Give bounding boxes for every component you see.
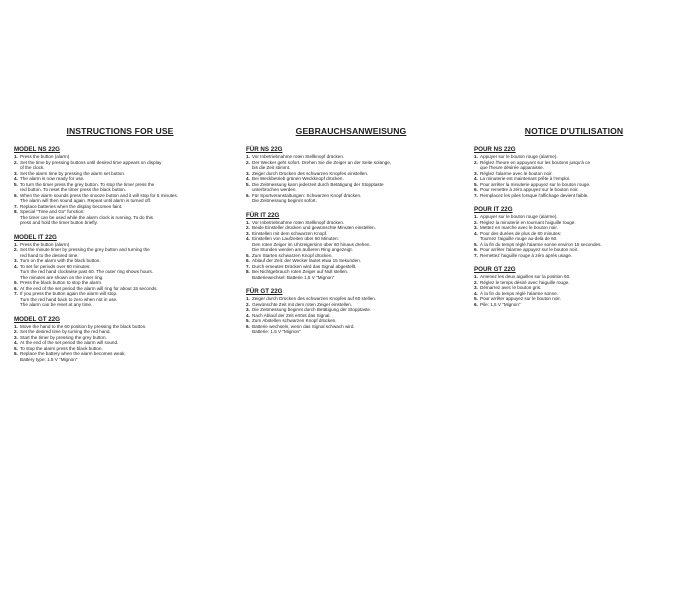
instruction-text: unterbrochen werden.	[252, 187, 297, 192]
instruction-text: Pour des durées de plus de 60 minutes:	[480, 230, 562, 236]
model-heading: MODEL GT 22G	[14, 315, 60, 323]
model-heading: MODEL IT 22G	[14, 233, 57, 241]
instruction-text: Die Stunden werden am äußeren Ring angezeigt.	[252, 247, 353, 252]
instruction-text: At the end of the set period the alarm will ring for about 15 seconds.	[20, 285, 158, 291]
step-number: 7.	[474, 192, 478, 198]
step-number: 8.	[14, 209, 18, 214]
step-number: 1.	[246, 154, 250, 159]
instruction-line	[14, 357, 226, 363]
step-number: 3.	[474, 285, 478, 290]
step-number: 6.	[246, 323, 250, 329]
instruction-text: Set the minute timer by pressing the grey button and turning the	[20, 247, 150, 252]
step-number: 6.	[14, 351, 18, 356]
step-number: 3.	[474, 170, 478, 176]
instruction-text: Set the desired time by turning the red hand.	[20, 329, 111, 334]
instruction-text: Ablauf der Zeit: der Wecker läutet etwa 15 Sekunden.	[252, 258, 361, 263]
step-number: 4.	[246, 176, 250, 181]
instruction-text: Der Wecker geht sofort. Drehen Sie die Zeiger an der Seite solange,	[252, 159, 392, 165]
step-number: 5.	[246, 252, 250, 258]
section-gap	[474, 258, 674, 266]
section-gap	[246, 280, 456, 288]
instruction-text: Replace batteries when the display becomes faint.	[20, 203, 123, 209]
instruction-text: Pour arrêter la minuterie appuyez sur le bouton rouge.	[480, 181, 591, 187]
instruction-text: Réglez le temps désiré avec l'aiguille rouge.	[480, 279, 570, 285]
step-number: 8.	[246, 269, 250, 274]
instruction-text: Batterie wechseln, wenn das Signal schwach wird.	[252, 323, 355, 329]
instruction-line	[246, 198, 456, 204]
step-number: 5.	[14, 280, 18, 285]
instruction-text: Vor Inbetriebnahme roten Stellknopf drücken.	[252, 154, 345, 159]
section-gap	[14, 226, 226, 234]
step-number: 4.	[474, 290, 478, 296]
instruction-text: Die Zeitmessung kann jederzeit durch Betätigung der Stopptaste	[252, 181, 384, 187]
instruction-text: Pile: 1,5 V "Mignon"	[480, 301, 521, 307]
step-number: 6.	[14, 192, 18, 198]
instruction-text: Bei Weckbetrieb grünen Weckknopf drücken.	[252, 176, 344, 181]
step-number: 3.	[14, 170, 18, 176]
step-number: 5.	[14, 181, 18, 187]
instruction-text: Press the button (alarm)	[20, 241, 70, 247]
step-number: 1.	[246, 296, 250, 301]
step-number: 4.	[474, 230, 478, 236]
step-number: 5.	[14, 345, 18, 351]
english-heading: INSTRUCTIONS FOR USE	[66, 126, 174, 136]
instruction-text: À la fin du temps réglé l'alarme sonne.	[480, 290, 558, 296]
step-number: 3.	[474, 225, 478, 230]
step-number: 7.	[246, 263, 250, 269]
instruction-line	[474, 253, 674, 259]
instruction-text: Press the black button to stop the alarm.	[20, 280, 103, 285]
step-number: 2.	[246, 301, 250, 307]
step-number: 1.	[14, 323, 18, 329]
step-number: 4.	[14, 176, 18, 181]
step-number: 5.	[474, 296, 478, 301]
instruction-text: At the end of the set period the alarm will sound.	[20, 340, 119, 345]
instruction-text: Die Zeitmessung beginnt sofort.	[252, 198, 317, 203]
step-number: 3.	[14, 258, 18, 263]
instruction-text: Pour arrêter l'alarme appuyez sur le bouton noir.	[480, 247, 579, 252]
french-column	[474, 126, 674, 307]
instruction-text: Einstellen von Laufzeiten über 60 Minuten:	[252, 236, 339, 241]
model-heading: FÜR GT 22G	[246, 288, 283, 295]
step-number: 2.	[14, 247, 18, 252]
instruction-text: When the alarm sounds press the snooze button and it will stop for 5 minutes.	[20, 192, 179, 198]
instruction-text: Set the alarm time by pressing the alarm set button.	[20, 170, 126, 176]
instruction-text: Remplacez les piles lorsque l'affichage devient faible.	[480, 192, 589, 198]
step-number: 4.	[474, 176, 478, 181]
step-number: 1.	[474, 154, 478, 159]
instruction-text: Remettez l'aiguille rouge à zéro après usage.	[480, 252, 573, 258]
instruction-text: Replace the battery when the alarm becomes weak.	[20, 351, 126, 356]
instruction-text: Zeiger durch Drücken des schwarzen Knopfes auf 60 stellen.	[252, 296, 377, 301]
instruction-text: Réglez l'heure en appuyant sur les boutons jusqu'à ce	[480, 159, 591, 165]
step-number: 1.	[474, 214, 478, 219]
step-number: 5.	[246, 181, 250, 187]
instruction-line	[14, 220, 226, 226]
step-number: 4.	[14, 263, 18, 269]
model-heading: MODEL NS 22G	[14, 146, 60, 153]
instruction-text: Die Zeitmessung beginnt durch Betätigung der Stopptaste.	[252, 307, 372, 312]
step-number: 2.	[246, 159, 250, 165]
instruction-text: press and hold the timer button briefly.	[20, 220, 98, 225]
instruction-text: Einstellen mit dem schwarzen Knopf.	[252, 230, 328, 236]
section-gap	[246, 204, 456, 212]
instruction-text: Tournez l'aiguille rouge au-delà de 60.	[480, 236, 558, 241]
instruction-text: Gewünschte Zeit mit dem roten Zeiger einstellen.	[252, 301, 353, 307]
instruction-text: Réglez la minuterie en tournant l'aiguille rouge.	[480, 219, 576, 225]
step-number: 2.	[14, 329, 18, 334]
instruction-text: Zum Abstellen schwarzen Knopf drücken.	[252, 318, 337, 323]
instruction-line	[474, 302, 674, 308]
instruction-text: Démarrez avec le bouton gris.	[480, 285, 542, 290]
instruction-text: Durch erneutes Drücken wird das Signal abgestellt.	[252, 263, 357, 269]
step-number: 5.	[474, 181, 478, 187]
instruction-text: Mettez en marche avec le bouton noir.	[480, 225, 558, 230]
step-number: 2.	[246, 225, 250, 230]
instruction-text: Special "Time and Go" function:	[20, 209, 85, 214]
instruction-text: La minuterie est maintenant prête à l'emploi.	[480, 176, 571, 181]
model-heading: POUR IT 22G	[474, 206, 513, 213]
step-number: 3.	[246, 307, 250, 312]
french-heading: NOTICE D'UTILISATION	[524, 126, 624, 136]
instruction-text: The alarm can be reset at any time.	[20, 302, 93, 307]
instruction-text: À la fin du temps réglé l'alarme sonne environ 15 secondes.	[480, 241, 602, 247]
english-column	[14, 126, 226, 362]
instruction-text: que l'heure désirée apparaisse.	[480, 165, 544, 170]
section-gap	[14, 308, 226, 316]
german-sections	[246, 146, 456, 335]
instruction-text: Set the time by pressing buttons until desired time appears on display	[20, 159, 162, 165]
instruction-line	[246, 275, 456, 281]
instruction-text: The alarm will then sound again. Repeat until alarm is turned off.	[20, 198, 152, 203]
instruction-text: Pour remettre à zéro appuyez sur le bouton noir.	[480, 187, 579, 192]
step-number: 6.	[14, 285, 18, 291]
step-number: 1.	[14, 154, 18, 159]
instruction-text: Move the hand to the 60 position by pressing the black button.	[20, 323, 147, 329]
instruction-text: Turn the red hand back to zero when not in use.	[20, 296, 118, 302]
instruction-text: red hand to the desired time.	[20, 252, 79, 258]
instruction-text: Press the button (alarm)	[20, 154, 70, 159]
english-sections	[14, 146, 226, 362]
step-number: 1.	[474, 274, 478, 279]
instruction-text: Batteriewechsel: Batterie 1,5 V "Mignon"	[252, 274, 335, 280]
instruction-text: Battery type: 1.5 V "Mignon"	[20, 356, 78, 362]
instruction-text: To turn the timer press the grey button. To stop the timer press the	[20, 181, 155, 187]
instruction-text: of the clock.	[20, 165, 45, 170]
german-heading: GEBRAUCHSANWEISUNG	[295, 126, 407, 136]
step-number: 6.	[474, 187, 478, 192]
instruction-text: The timer can be used while the alarm clock is running. To do this	[20, 214, 153, 220]
step-number: 5.	[246, 318, 250, 323]
instruction-text: Start the timer by pressing the grey button.	[20, 334, 107, 340]
step-number: 2.	[14, 159, 18, 165]
step-number: 2.	[474, 219, 478, 225]
instruction-text: To set for periods over 60 minutes:	[20, 263, 91, 269]
step-number: 6.	[474, 301, 478, 307]
step-number: 3.	[14, 334, 18, 340]
model-heading: POUR NS 22G	[474, 146, 516, 153]
instruction-text: To stop the alarm press the black button.	[20, 345, 103, 351]
instruction-line	[14, 302, 226, 308]
instruction-text: Appuyer sur le bouton rouge (alarme).	[480, 154, 558, 159]
step-number: 4.	[14, 340, 18, 345]
model-heading: FÜR NS 22G	[246, 146, 283, 153]
step-number: 3.	[246, 230, 250, 236]
step-number: 1.	[246, 219, 250, 225]
step-number: 7.	[14, 291, 18, 296]
model-heading: POUR GT 22G	[474, 266, 516, 273]
model-heading: FÜR IT 22G	[246, 211, 280, 219]
step-number: 6.	[246, 192, 250, 198]
german-column	[246, 126, 456, 335]
instruction-text: Réglez l'alarme avec le bouton noir.	[480, 170, 553, 176]
step-number: 5.	[474, 241, 478, 247]
step-number: 4.	[246, 312, 250, 318]
instruction-text: Zeiger durch Drücken des schwarzen Knopfes einstellen.	[252, 170, 369, 176]
instruction-line	[474, 193, 674, 199]
step-number: 7.	[14, 203, 18, 209]
step-number: 6.	[474, 247, 478, 252]
section-gap	[474, 198, 674, 206]
step-number: 3.	[246, 170, 250, 176]
instruction-text: Pour arrêter appuyez sur le bouton noir.	[480, 296, 561, 301]
step-number: 4.	[246, 236, 250, 241]
instruction-text: Zum Starten schwarzen Knopf drücken.	[252, 252, 333, 258]
instruction-text: Turn the red hand clockwise past 60. The outer ring shows hours.	[20, 269, 154, 274]
instruction-text: Turn on the alarm with the black button.	[20, 258, 101, 263]
instruction-text: Appuyer sur le bouton rouge (alarme).	[480, 214, 558, 219]
instruction-text: Den roten Zeiger im Uhrzeigersinn über 60 hinaus drehen.	[252, 241, 371, 247]
step-number: 1.	[14, 241, 18, 247]
instruction-text: Vor Inbetriebnahme roten Stellknopf drücken.	[252, 219, 345, 225]
instruction-text: The minutes are shown on the inner ring.	[20, 274, 104, 280]
step-number: 2.	[474, 279, 478, 285]
instruction-text: The alarm is now ready for use.	[20, 176, 85, 181]
instruction-text: Bei Nichtgebrauch roten Zeiger auf Null stellen.	[252, 269, 349, 274]
instruction-text: bis die Zeit stimmt.	[252, 165, 291, 170]
instruction-text: red button. To reset the timer press the black button.	[20, 187, 127, 192]
instruction-text: Für Sportveranstaltungen: Schwarzen Knopf drücken.	[252, 192, 362, 198]
instruction-text: Nach Ablauf der Zeit ertönt das Signal.	[252, 312, 331, 318]
instruction-line	[246, 329, 456, 335]
french-sections	[474, 146, 674, 307]
instruction-text: If you press the button again the alarm will stop.	[20, 291, 118, 296]
instruction-text: Beide Einsteller drücken und gewünschte Minuten einstellen.	[252, 225, 376, 230]
step-number: 7.	[474, 252, 478, 258]
step-number: 2.	[474, 159, 478, 165]
instruction-text: Amenez les deux aiguilles sur la position 60.	[480, 274, 571, 279]
step-number: 6.	[246, 258, 250, 263]
instruction-text: Batterie: 1,5 V "Mignon"	[252, 329, 301, 334]
